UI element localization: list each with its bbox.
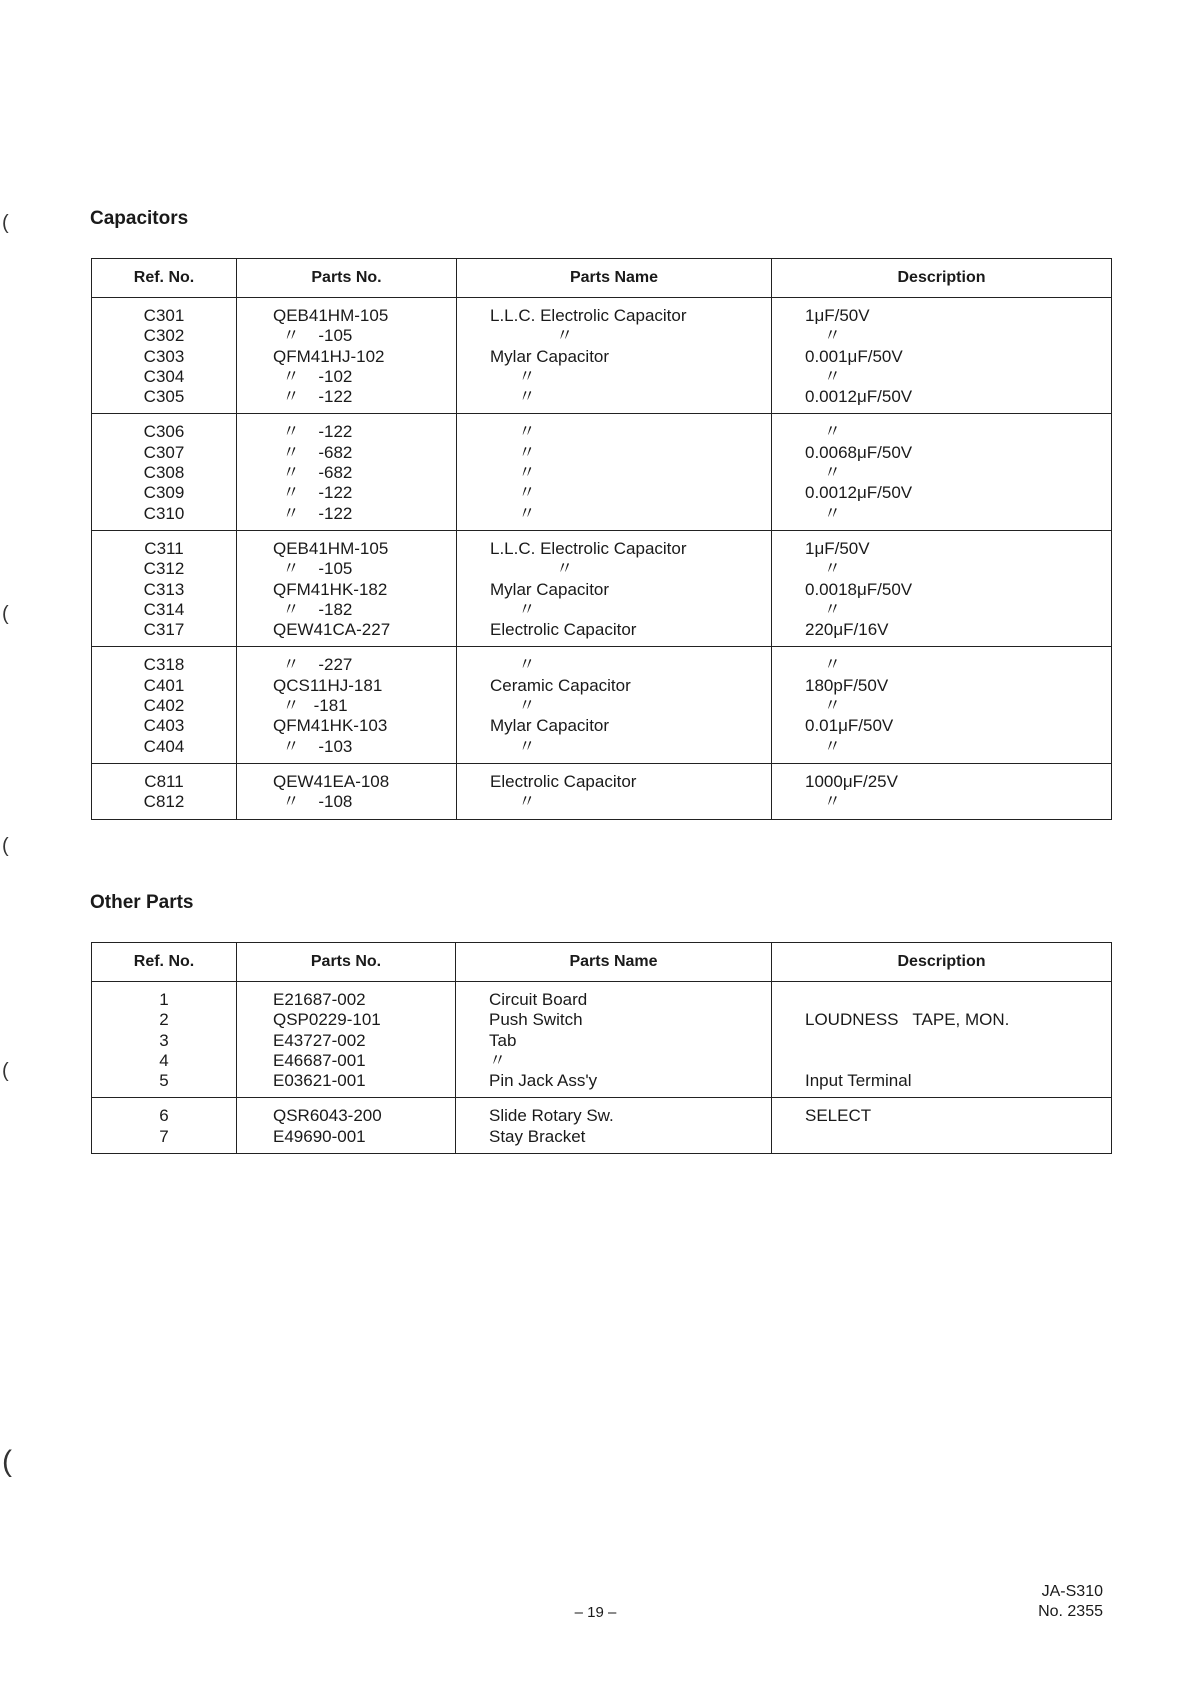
parts-no-value: QEW41EA-108 [273,771,390,791]
parts-name-value: 〃 [490,655,536,675]
ref-no-value: C303 [143,346,185,366]
parts-name-cell [457,530,772,646]
ref-no-value: C404 [143,736,185,756]
description-value [805,1127,1111,1147]
margin-bracket-mark: ( [2,1445,12,1478]
table-header-row [92,259,1112,298]
parts-no-cell [237,298,457,414]
parts-name-value: 〃 [490,559,574,579]
table-row [92,982,1112,1098]
ref-no-cell [92,530,237,646]
header-parts-no: Parts No. [237,259,457,298]
description-value: 220μF/16V [805,620,889,640]
parts-name-value: Mylar Capacitor [490,346,610,366]
table-row-group [92,530,1112,646]
parts-name-value: Electrolic Capacitor [490,620,637,640]
description-value: 0.0012μF/50V [805,483,913,503]
ref-no-value: C306 [143,422,185,442]
description-value: 0.0012μF/50V [805,387,913,407]
table-row-group [92,647,1112,763]
header-parts-name: Parts Name [457,259,772,298]
parts-no-value: 〃 -108 [273,792,353,812]
ref-no-value: 6 [159,1106,169,1126]
ref-no-value: C402 [143,696,185,716]
ref-no-value: C307 [143,442,185,462]
parts-no-value: 〃 -105 [273,559,353,579]
table-header-row [92,943,1112,982]
description-value: 180pF/50V [805,675,889,695]
page-number: – 19 – [574,1604,617,1621]
parts-no-value: 〃 -122 [273,387,353,407]
description-cell [772,647,1112,763]
parts-name-value: Mylar Capacitor [490,579,610,599]
ref-no-cell [92,763,237,819]
description-cell [772,1098,1112,1154]
description-value [805,990,1111,1010]
parts-no-cell [237,763,457,819]
description-value: 0.0068μF/50V [805,442,913,462]
description-value: Input Terminal [805,1071,912,1091]
ref-no-value: C401 [143,675,185,695]
description-cell [772,763,1112,819]
table-row [92,298,1112,414]
ref-no-cell [92,414,237,530]
ref-no-value: C305 [143,387,185,407]
parts-no-value: 〃 -227 [273,655,353,675]
table-row [92,1098,1112,1154]
parts-name-value: Slide Rotary Sw. [489,1106,614,1126]
parts-no-cell [237,530,457,646]
ref-no-value: 1 [159,990,169,1009]
parts-no-value: QCS11HJ-181 [273,675,383,695]
parts-name-value: 〃 [490,442,536,462]
ref-no-value: C308 [143,463,185,483]
description-value: 〃 [805,326,841,346]
margin-bracket-mark: ( [2,1060,9,1082]
description-value [805,1051,1111,1071]
ref-no-value: C304 [143,366,185,386]
ref-no-value: 5 [159,1071,169,1091]
description-cell [772,982,1112,1098]
table-row [92,763,1112,819]
description-value: 1μF/50V [805,538,870,558]
parts-name-cell [457,298,772,414]
parts-no-value: QEW41CA-227 [273,620,391,640]
description-value: SELECT [805,1106,872,1126]
ref-no-value: C312 [143,559,185,579]
table-row [92,530,1112,646]
parts-name-cell [457,763,772,819]
margin-bracket-mark: ( [2,212,9,234]
description-value: 0.001μF/50V [805,346,903,366]
description-value: 〃 [805,559,841,579]
parts-no-value: 〃 -103 [273,736,353,756]
parts-no-cell [237,647,457,763]
ref-no-value: C313 [143,579,185,599]
margin-bracket-mark: ( [2,835,9,857]
description-value: 1μF/50V [805,306,870,325]
header-parts-no: Parts No. [237,943,456,982]
description-value: 〃 [805,366,841,386]
description-value: 〃 [805,736,841,756]
description-value: 〃 [805,792,841,812]
table-row-group [92,1098,1112,1154]
parts-no-value: QEB41HM-105 [273,306,389,325]
parts-name-value: Stay Bracket [489,1126,586,1146]
ref-no-value: C314 [143,599,185,619]
parts-name-value: Pin Jack Ass'y [489,1071,598,1091]
header-description: Description [772,943,1112,982]
table-row-group [92,763,1112,819]
capacitors-table [91,258,1112,820]
parts-name-value: L.L.C. Electrolic Capacitor [490,306,687,325]
parts-name-value: 〃 [490,463,536,483]
description-value: 〃 [805,599,841,619]
parts-no-value: 〃 -682 [273,442,353,462]
header-ref-no: Ref. No. [92,943,237,982]
parts-no-value: 〃 -122 [273,483,353,503]
parts-no-cell [237,1098,456,1154]
description-value: 〃 [805,422,841,442]
parts-name-value: Ceramic Capacitor [490,675,631,695]
table-row [92,414,1112,530]
description-value: 0.0018μF/50V [805,579,913,599]
description-value: LOUDNESS TAPE, MON. [805,1010,1010,1030]
description-value: 〃 [805,696,841,716]
capacitors-title: Capacitors [90,208,189,229]
parts-no-cell [237,414,457,530]
parts-name-value: Circuit Board [489,990,588,1009]
parts-no-value: QFM41HJ-102 [273,346,385,366]
ref-no-value: C812 [143,792,185,812]
model-info [1038,1582,1103,1622]
parts-name-value: 〃 [490,696,536,716]
ref-no-value: C301 [143,306,185,325]
parts-name-value: 〃 [489,1050,506,1070]
model-number: JA-S310 [1041,1583,1103,1600]
parts-no-value: 〃 -682 [273,463,353,483]
parts-no-cell [237,982,456,1098]
parts-no-value: QSR6043-200 [273,1106,382,1126]
parts-no-value: QSP0229-101 [273,1010,381,1030]
description-cell [772,414,1112,530]
ref-no-value: C311 [144,538,184,558]
parts-no-value: E03621-001 [273,1071,366,1091]
ref-no-value: 2 [159,1010,169,1030]
ref-no-value: 7 [159,1126,169,1146]
parts-name-value: Mylar Capacitor [490,716,610,736]
parts-name-cell [457,414,772,530]
parts-name-cell [456,982,772,1098]
parts-name-value: Electrolic Capacitor [490,771,637,791]
parts-name-value: 〃 [490,503,536,523]
ref-no-value: C310 [143,503,185,523]
ref-no-value: C403 [143,716,185,736]
ref-no-value: 4 [159,1050,169,1070]
ref-no-value: C309 [143,483,185,503]
other-parts-table [91,942,1112,1154]
ref-no-value: C318 [143,655,185,675]
parts-no-value: E46687-001 [273,1050,366,1070]
ref-no-value: 3 [159,1030,169,1050]
table-row-group [92,298,1112,414]
table-row-group [92,414,1112,530]
parts-name-value: 〃 [490,366,536,386]
parts-no-value: 〃 -122 [273,422,353,442]
description-value: 0.01μF/50V [805,716,894,736]
parts-name-value: 〃 [490,387,536,407]
ref-no-cell [92,647,237,763]
ref-no-cell [92,982,237,1098]
parts-no-value: 〃 -181 [273,696,348,716]
ref-no-cell [92,1098,237,1154]
ref-no-value: C811 [144,771,184,791]
parts-no-value: E49690-001 [273,1126,366,1146]
document-number: No. 2355 [1038,1603,1103,1620]
parts-no-value: 〃 -182 [273,599,353,619]
header-ref-no: Ref. No. [92,259,237,298]
header-parts-name: Parts Name [456,943,772,982]
description-value: 1000μF/25V [805,771,898,791]
parts-no-value: E43727-002 [273,1030,366,1050]
parts-name-value: 〃 [490,792,536,812]
description-cell [772,530,1112,646]
parts-name-value: 〃 [490,483,536,503]
table-row-group [92,982,1112,1098]
parts-no-value: QEB41HM-105 [273,538,389,558]
parts-name-value: Tab [489,1030,517,1050]
parts-no-value: 〃 -105 [273,326,353,346]
ref-no-value: C302 [143,326,185,346]
description-value: 〃 [805,463,841,483]
parts-name-value: 〃 [490,736,536,756]
parts-no-value: QFM41HK-103 [273,716,388,736]
parts-name-value: 〃 [490,599,536,619]
ref-no-cell [92,298,237,414]
parts-name-value: L.L.C. Electrolic Capacitor [490,538,687,558]
description-value [805,1031,1111,1051]
parts-no-value: E21687-002 [273,990,366,1009]
description-value: 〃 [805,503,841,523]
parts-name-value: 〃 [490,422,536,442]
ref-no-value: C317 [143,620,185,640]
parts-name-value: 〃 [490,326,574,346]
parts-no-value: 〃 -122 [273,503,353,523]
description-cell [772,298,1112,414]
margin-bracket-mark: ( [2,603,9,625]
header-description: Description [772,259,1112,298]
parts-no-value: 〃 -102 [273,366,353,386]
description-value: 〃 [805,655,841,675]
parts-name-cell [456,1098,772,1154]
parts-name-value: Push Switch [489,1010,583,1030]
table-row [92,647,1112,763]
other-parts-title: Other Parts [90,892,194,913]
parts-name-cell [457,647,772,763]
parts-no-value: QFM41HK-182 [273,579,388,599]
